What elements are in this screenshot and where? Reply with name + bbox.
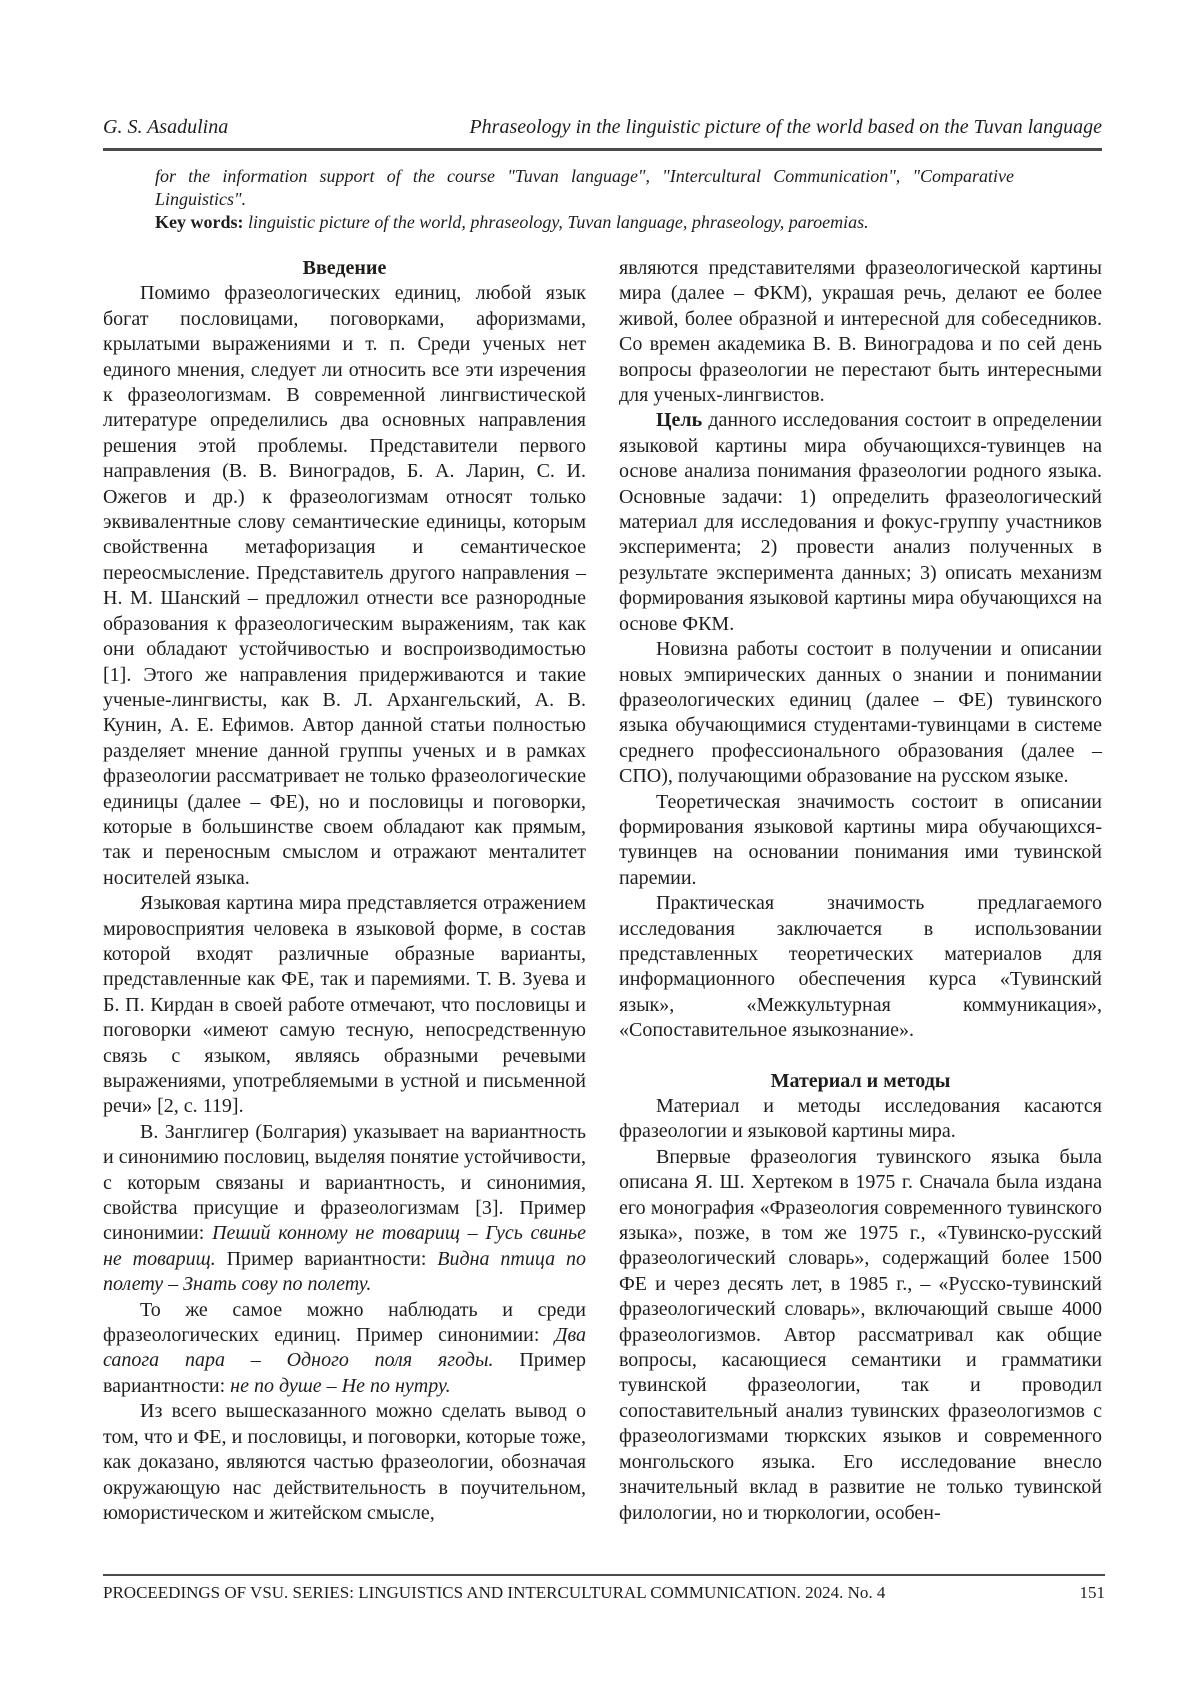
text-run: Пример вариантности: xyxy=(215,1247,438,1270)
abstract-continuation-text: for the information support of the course "Tuvan language", "Intercultural Communication", "Comparative Linguistics". xyxy=(155,166,1014,209)
text-run: Языковая картина мира представляется отражением мировосприятия человека в языковой форме, в состав которой входят различные образные варианты, представленные как ФЕ, так и паремиями. Т. В. Зуева и Б. П. Кирдан в своей работе отмечают, что пословицы и поговорки «имеют самую тесную, непосредственную связь с языком, являясь образными речевыми выражениями, употребляемыми в устной и письменной речи» [2, с. 119]. xyxy=(103,892,586,1118)
two-column-body xyxy=(103,256,1102,1526)
paragraph xyxy=(619,256,1102,408)
text-run: Впервые фразеология тувинского языка была описана Я. Ш. Хертеком в 1975 г. Сначала была издана его монография «Фразеология современного тувинского языка», позже, в том же 1975 г., «Тувинско-русский фразеологический словарь», содержащий более 1500 ФЕ и через десять лет, в 1985 г., – «Русско-тувинский фразеологический словарь», включающий свыше 4000 фразеологизмов. Автор рассматривал как общие вопросы, касающиеся семантики и грамматики тувинской фразеологии, так и проводил сопоставительный анализ тувинских фразеологизмов с фразеологизмами тюркских языков и современного монгольского языка. Его исследование внесло значительный вклад в развитие не только тувинской филологии, но и тюркологии, особен- xyxy=(619,1145,1102,1524)
header-rule xyxy=(103,148,1102,151)
section-heading: Введение xyxy=(302,257,387,279)
page-footer xyxy=(103,1574,1105,1603)
paragraph xyxy=(619,1094,1102,1145)
right-column xyxy=(619,256,1102,1526)
text-run: Видна птица по полету – Знать сову по полету. xyxy=(103,1247,586,1296)
text-run: Материал и методы исследования касаются фразеологии и языковой картины мира. xyxy=(619,1095,1102,1143)
left-column xyxy=(103,256,586,1526)
paragraph xyxy=(103,281,586,891)
paragraph xyxy=(619,408,1102,637)
paragraph xyxy=(619,891,1102,1043)
text-run: Новизна работы состоит в получении и описании новых эмпирических данных о знании и понимании фразеологических единиц (далее – ФЕ) тувинского языка обучающимися студентами-тувинцами в системе среднего профессионального образования (далее – СПО), получающими образование на русском языке. xyxy=(619,638,1102,788)
paragraph xyxy=(103,1399,586,1526)
running-header xyxy=(103,114,1102,140)
paragraph xyxy=(103,1298,586,1400)
keywords-text: linguistic picture of the world, phraseology, Tuvan language, phraseology, paroemias. xyxy=(248,212,869,232)
text-run: Пеший конному не товарищ – Гусь свинье не товарищ. xyxy=(103,1222,587,1270)
paragraph xyxy=(103,891,586,1120)
running-header-title: Phraseology in the linguistic picture of the world based on the Tuvan language xyxy=(469,116,1102,138)
paragraph xyxy=(619,1145,1102,1526)
keywords-line xyxy=(155,211,1014,234)
text-run: Цель xyxy=(656,409,703,432)
text-run: являются представителями фразеологической картины мира (далее – ФКМ), украшая речь, делают ее более живой, более образной и интересной для собеседников. Со времен академика В. В. Виноградова и по сей день вопросы фразеологии не перестают быть интересными для ученых-лингвистов. xyxy=(619,257,1102,407)
text-run: Пример вариантности: xyxy=(103,1349,587,1397)
paragraph xyxy=(619,637,1102,789)
text-run: Два сапога пара – Одного поля ягоды. xyxy=(103,1324,586,1372)
text-run: В. Занглигер (Болгария) указывает на вариантность и синонимию пословиц, выделяя понятие устойчивости, с которым связаны и вариантность, и синонимия, свойства присущие и фразеологизмам [3]. Пример синонимии: xyxy=(103,1120,586,1245)
footer-journal-line: PROCEEDINGS OF VSU. SERIES: LINGUISTICS AND INTERCULTURAL COMMUNICATION. 2024. No. 4 xyxy=(103,1583,886,1602)
paragraph xyxy=(103,1120,586,1298)
footer-page-number: 151 xyxy=(1079,1583,1105,1602)
text-run: Помимо фразеологических единиц, любой язык богат пословицами, поговорками, афоризмами, крылатыми выражениями и т. п. Среди ученых нет единого мнения, следует ли относить все эти изречения к фразеологизмам. В современной лингвистической литературе определились два основных направления решения этой проблемы. Представители первого направления (В. В. Виноградов, Б. А. Ларин, С. И. Ожегов и др.) к фразеологизмам относят только эквивалентные слову семантические единицы, которым свойственна метафоризация и семантическое переосмысление. Представитель другого направления – Н. М. Шанский – предложил отнести все разнородные образования к фразеологическим выражениям, так как они обладают устойчивостью и воспроизводимостью [1]. Этого же направления придерживаются и такие ученые-лингвисты, как В. Л. Архангельский, А. В. Кунин, А. Е. Ефимов. Автор данной статьи полностью разделяет мнение данной группы ученых и в рамках фразеологии рассматривает не только фразеологические единицы (далее – ФЕ), но и пословицы и поговорки, которые в большинстве своем обладают как прямым, так и переносным смыслом и отражают менталитет носителей языка. xyxy=(103,282,586,889)
text-run: не по душе – Не по нутру. xyxy=(230,1374,451,1397)
text-run: Практическая значимость предлагаемого исследования заключается в использовании представленных теоретических материалов для информационного обеспечения курса «Тувинский язык», «Межкультурная коммуникация», «Сопоставительное языкознание». xyxy=(619,892,1102,1042)
running-header-author: G. S. Asadulina xyxy=(103,116,229,138)
abstract-block xyxy=(155,165,1014,234)
text-run: То же самое можно наблюдать и среди фразеологических единиц. Пример синонимии: xyxy=(103,1298,586,1347)
text-run: Из всего вышесказанного можно сделать вывод о том, что и ФЕ, и пословицы, и поговорки, которые тоже, как доказано, являются частью фразеологии, обозначая окружающую нас действительность в поучительном, юмористическом и житейском смысле, xyxy=(103,1400,586,1524)
keywords-label: Key words: xyxy=(155,212,244,232)
paragraph xyxy=(619,790,1102,892)
page-content xyxy=(103,114,1102,1526)
text-run: данного исследования состоит в определении языковой картины мира обучающихся-тувинцев на основе анализа понимания фразеологии родного языка. Основные задачи: 1) определить фразеологический материал для исследования и фокус-группу участников эксперимента; 2) провести анализ полученных в результате эксперимента данных; 3) описать механизм формирования языковой картины мира обучающихся на основе ФКМ. xyxy=(619,409,1102,635)
text-run: Теоретическая значимость состоит в описании формирования языковой картины мира обучающихся-тувинцев на основании понимания ими тувинской паремии. xyxy=(619,790,1102,889)
section-heading: Материал и методы xyxy=(770,1069,951,1092)
